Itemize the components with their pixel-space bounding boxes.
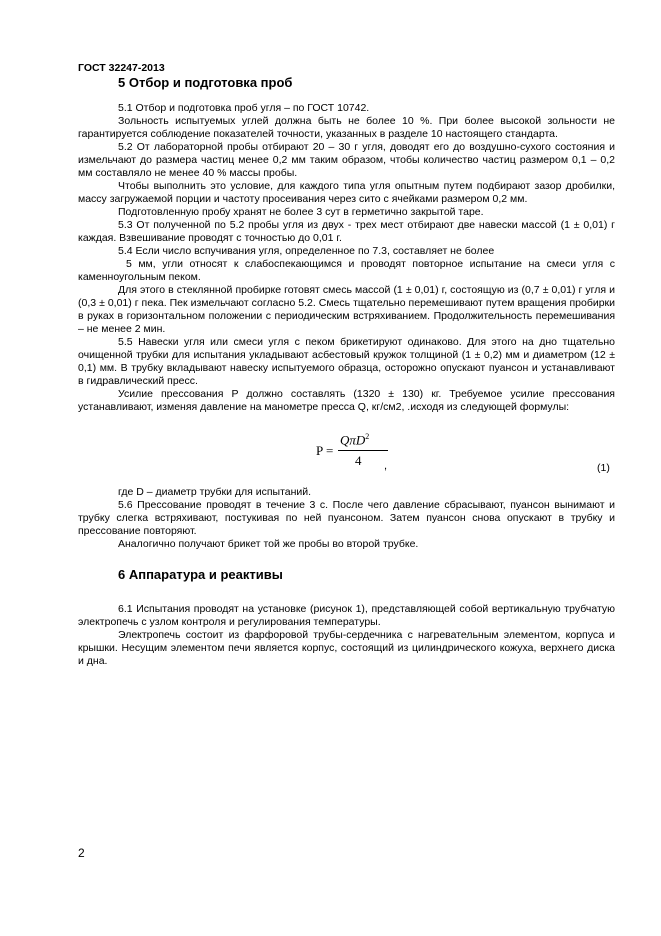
paragraph-mixture: Для этого в стеклянной пробирке готовят смесь массой (1 ± 0,01) г, состоящую из (0,7 ± 0,01) г угля и (0,3 ± 0,01) г пека. Пек измельчают согласно 5.2. Смесь тщательно перемешивают путем вращения пробирки в руках в горизонтальном положении с периодическим встряхиванием. Продолжительность перемешивания – не менее 2 мин. (78, 284, 615, 335)
formula-comma: , (384, 460, 388, 472)
page-number: 2 (78, 846, 85, 860)
paragraph-5-2: 5.2 От лабораторной пробы отбирают 20 – 30 г угля, доводят его до воздушно-сухого состояния и измельчают до размера частиц менее 0,2 мм таким образом, чтобы количество частиц размером 0,1 – 0,2 мм составляло не менее 40 % массы пробы. (78, 141, 615, 179)
fraction-bar (338, 450, 388, 451)
paragraph-5-4: 5.4 Если число вспучивания угля, определенное по 7.3, составляет не более (118, 245, 495, 257)
paragraph-second-tube: Аналогично получают брикет той же пробы во второй трубке. (118, 538, 419, 550)
paragraph-storage: Подготовленную пробу хранят не более 3 сут в герметично закрытой таре. (118, 206, 484, 218)
paragraph-pressing-force: Усилие прессования P должно составлять (1320 ± 130) кг. Требуемое усилие прессования устанавливают, изменяя давление на манометре пресса Q, кг/см2, .исходя из следующей формулы: (78, 388, 615, 413)
paragraph-where-d: где D – диаметр трубки для испытаний. (118, 486, 312, 498)
section-5-title: 5 Отбор и подготовка проб (118, 75, 293, 90)
paragraph-6-1: 6.1 Испытания проводят на установке (рисунок 1), представляющей собой вертикальную трубчатую электропечь с узлом контроля и регулирования температуры. (78, 603, 615, 628)
paragraph-5-6: 5.6 Прессование проводят в течение 3 с. После чего давление сбрасывают, пуансон вынимают и трубку слегка встряхивают, постукивая по ней пуансоном. Затем пуансон снова опускают в трубку и прессование повторяют. (78, 499, 615, 537)
paragraph-ash: Зольность испытуемых углей должна быть не более 10 %. При более высокой зольности не гарантируется соблюдение показателей точности, указанных в разделе 10 настоящего стандарта. (78, 115, 615, 140)
formula-number: (1) (597, 462, 610, 474)
standard-number: ГОСТ 32247-2013 (78, 62, 165, 74)
paragraph-condition: Чтобы выполнить это условие, для каждого типа угля опытным путем подбирают зазор дробилки, массу загружаемой порции и частоту просеивания через сито с ячейками размером 0,2 мм. (78, 180, 615, 205)
paragraph-weak-coking: 5 мм, угли относят к слабоспекающимся и проводят повторное испытание на смеси угля с каменноугольным пеком. (78, 258, 615, 283)
formula-lhs: P = (316, 443, 334, 458)
paragraph-5-1: 5.1 Отбор и подготовка проб угля – по ГОСТ 10742. (118, 102, 370, 114)
formula-exponent: 2 (365, 432, 370, 441)
paragraph-5-3: 5.3 От полученной по 5.2 пробы угля из двух - трех мест отбирают две навески массой (1 ± 0,01) г каждая. Взвешивание проводят с точностью до 0,01 г. (78, 219, 615, 244)
formula-denominator: 4 (355, 453, 362, 468)
paragraph-furnace: Электропечь состоит из фарфоровой трубы-сердечника с нагревательным элементом, корпуса и крышки. Несущим элементом печи является корпус, состоящий из цилиндрического кожуха, верхнего диска и дна. (78, 629, 615, 667)
formula-numerator: QπD$^2$ (340, 432, 370, 448)
paragraph-5-5: 5.5 Навески угля или смеси угля с пеком брикетируют одинаково. Для этого на дно тщательно очищенной трубки для испытания укладывают асбестовый кружок толщиной (1 ± 0,2) мм и диаметром (12 ± 0,1) мм. В трубку вкладывают навеску испытуемого образца, осторожно опускают пуансон и устанавливают в гидравлический пресс. (78, 336, 615, 387)
section-6-title: 6 Аппаратура и реактивы (118, 567, 283, 582)
